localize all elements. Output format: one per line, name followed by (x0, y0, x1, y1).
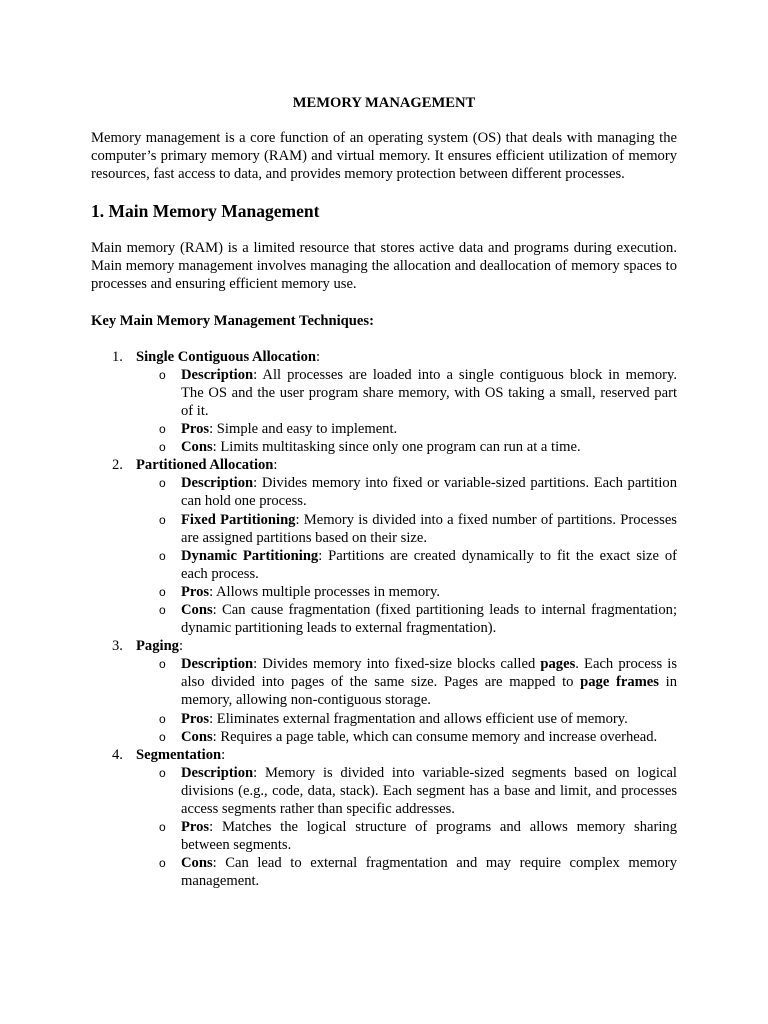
bullet-icon: o (159, 548, 166, 563)
technique-title: Partitioned Allocation (136, 457, 274, 474)
point-label: Pros (181, 583, 210, 600)
techniques-subheading: Key Main Memory Management Techniques: (91, 312, 374, 329)
point-label: Fixed Partitioning (181, 511, 296, 528)
point-emphasis: pages (540, 656, 576, 673)
point-label: Pros (181, 819, 210, 836)
technique-title-line (136, 746, 677, 764)
section-heading: 1. Main Memory Management (91, 201, 320, 222)
technique-title-line (136, 456, 677, 474)
point-item (136, 511, 677, 547)
technique-item (91, 746, 677, 891)
intro-paragraph: Memory management is a core function of an operating system (OS) that deals with managing the computer’s primary memory (RAM) and virtual memory. It ensures efficient utilization of memory resources, fast access to data, and provides memory protection between different processes. (91, 130, 677, 183)
point-item (136, 710, 677, 728)
point-item (136, 728, 677, 746)
point-label: Cons (181, 439, 213, 456)
point-item (136, 601, 677, 637)
point-text: : Simple and easy to implement. (209, 421, 398, 438)
technique-title: Segmentation (136, 746, 222, 763)
technique-item (91, 456, 677, 637)
technique-number: 4. (112, 746, 123, 763)
technique-item (91, 348, 677, 457)
point-label: Description (181, 475, 254, 492)
technique-title-line (136, 348, 677, 366)
bullet-icon: o (159, 711, 166, 726)
colon: : (316, 348, 321, 365)
point-item (136, 854, 677, 890)
point-text: : Allows multiple processes in memory. (209, 583, 441, 600)
point-text: : Divides memory into fixed-size blocks called (253, 656, 541, 673)
point-item (136, 583, 677, 601)
point-item (136, 420, 677, 438)
bullet-icon: o (159, 856, 166, 871)
bullet-icon: o (159, 765, 166, 780)
document-title: MEMORY MANAGEMENT (292, 95, 476, 111)
point-text: : Partitions are created dynamically to fit the exact size of each process. (181, 547, 677, 582)
colon: : (178, 638, 184, 655)
point-label: Description (181, 656, 254, 673)
point-text: in memory, allowing non-contiguous storage. (181, 674, 678, 709)
bullet-icon: o (159, 512, 166, 527)
point-label: Description (181, 366, 254, 383)
point-text: : Divides memory into fixed or variable-sized partitions. Each partition can hold one process. (181, 475, 677, 510)
colon: : (221, 746, 226, 763)
point-item (136, 366, 677, 420)
technique-points (136, 366, 677, 456)
point-item (136, 655, 677, 709)
technique-title: Single Contiguous Allocation (136, 348, 317, 365)
point-item (136, 818, 677, 854)
technique-points (136, 474, 677, 637)
point-label: Pros (181, 421, 210, 438)
bullet-icon: o (159, 367, 166, 382)
point-text: : Limits multitasking since only one program can run at a time. (212, 439, 581, 456)
point-label: Cons (181, 728, 213, 745)
point-label: Cons (181, 601, 213, 618)
technique-number: 2. (112, 457, 123, 474)
document-page (91, 94, 677, 890)
point-text: . Each process is also divided into pages of the same size. Pages are mapped to (181, 656, 677, 691)
colon: : (273, 457, 278, 474)
point-text: : Memory is divided into a fixed number of partitions. Processes are assigned partitions based on their size. (181, 511, 677, 546)
point-text: : Memory is divided into variable-sized segments based on logical divisions (e.g., code, data, stack). Each segment has a base and limit, and processes access segments rather than specific addresses. (181, 764, 677, 817)
point-text: : All processes are loaded into a single contiguous block in memory. The OS and the user program share memory, with OS taking a small, reserved part of it. (181, 366, 677, 419)
technique-title: Paging (136, 638, 179, 655)
point-text: : Requires a page table, which can consume memory and increase overhead. (212, 728, 658, 745)
technique-number: 1. (112, 348, 123, 365)
technique-item (91, 637, 677, 746)
bullet-icon: o (159, 820, 166, 835)
point-item (136, 764, 677, 818)
point-item (136, 547, 677, 583)
bullet-icon: o (159, 729, 166, 744)
point-text: : Matches the logical structure of programs and allows memory sharing between segments. (181, 819, 677, 854)
point-label: Dynamic Partitioning (181, 547, 319, 564)
point-label: Pros (181, 710, 210, 727)
point-item (136, 438, 677, 456)
bullet-icon: o (159, 422, 166, 437)
bullet-icon: o (159, 476, 166, 491)
point-text: : Can lead to external fragmentation and may require complex memory management. (181, 855, 677, 890)
point-text: : Eliminates external fragmentation and allows efficient use of memory. (209, 710, 628, 727)
techniques-list (91, 348, 677, 891)
technique-points (136, 764, 677, 891)
bullet-icon: o (159, 657, 166, 672)
section-paragraph: Main memory (RAM) is a limited resource that stores active data and programs during execution. Main memory management involves managing the allocation and deallocation of memory spaces to processes and ensuring efficient memory use. (91, 240, 677, 293)
point-text: : Can cause fragmentation (fixed partitioning leads to internal fragmentation; dynamic partitioning leads to external fragmentation). (181, 601, 677, 637)
point-label: Cons (181, 855, 213, 872)
bullet-icon: o (159, 584, 166, 599)
technique-points (136, 655, 677, 745)
technique-number: 3. (112, 638, 123, 655)
point-label: Description (181, 764, 254, 781)
bullet-icon: o (159, 602, 166, 617)
point-emphasis: page frames (580, 674, 659, 691)
point-item (136, 474, 677, 510)
technique-title-line (136, 637, 677, 655)
bullet-icon: o (159, 440, 166, 455)
